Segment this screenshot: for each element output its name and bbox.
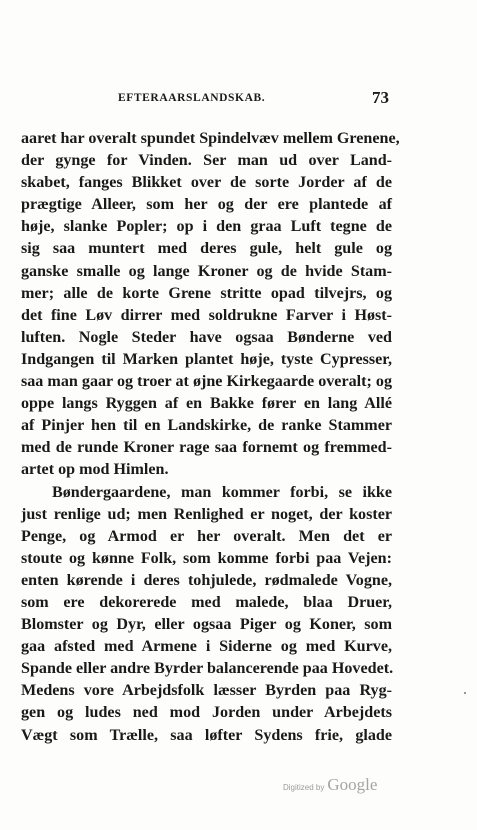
running-title: EFTERAARSLANDSKAB. [118, 92, 266, 104]
text-line: Blomster og Dyr, eller ogsaa Piger og Koner, som [21, 616, 392, 634]
text-line: af Pinjer hen til en Landskirke, de ranke Stammer [21, 417, 392, 435]
text-line: artet op mod Himlen. [21, 461, 169, 479]
text-line: Vægt som Trælle, saa løfter Sydens frie, glade [21, 726, 392, 744]
watermark-prefix: Digitized by [283, 783, 325, 792]
text-line: Medens vore Arbejdsfolk læsser Byrden paa Ryg- [21, 682, 392, 700]
text-line: Spande eller andre Byrder balancerende paa Hovedet. [21, 660, 394, 678]
text-line: enten kørende i deres tohjulede, rødmalede Vogne, [21, 571, 392, 589]
text-line: Indgangen til Marken plantet høje, tyste Cypresser, [21, 350, 392, 368]
page-number: 73 [372, 88, 389, 107]
text-line: der gynge for Vinden. Ser man ud over Land- [21, 152, 392, 170]
text-line: just renlige ud; men Renlighed er noget, der koster [21, 505, 392, 523]
text-line: med de runde Kroner rage saa fornemt og fremmed- [21, 439, 392, 457]
digitized-watermark [283, 775, 377, 795]
text-line: gen og ludes ned mod Jorden under Arbejdets [21, 704, 392, 722]
text-line: som ere dekorerede med malede, blaa Druer, [21, 593, 392, 611]
text-line: skabet, fanges Blikket over de sorte Jorder af de [21, 174, 392, 192]
text-line: luften. Nogle Steder have ogsaa Bønderne ved [21, 328, 392, 346]
body-text [21, 128, 400, 747]
text-line: stoute og kønne Folk, som komme forbi paa Vejen: [21, 549, 392, 567]
text-line: høje, slanke Popler; op i den graa Luft tegne de [21, 218, 392, 236]
text-line: saa man gaar og troer at øjne Kirkegaarde overalt; og [21, 373, 392, 391]
text-line: Penge, og Armod er her overalt. Men det er [21, 527, 392, 545]
text-line: ganske smalle og lange Kroner og de hvide Stam- [21, 262, 392, 280]
text-line: oppe langs Ryggen af en Bakke fører en lang Allé [21, 395, 392, 413]
text-line: prægtige Alleer, som her og der ere plantede af [21, 196, 392, 214]
text-line: det fine Løv dirrer med soldrukne Farver i Høst- [21, 306, 392, 324]
text-line: gaa afsted med Armene i Siderne og med Kurve, [21, 638, 392, 656]
text-line: mer; alle de korte Grene stritte opad tilvejrs, og [21, 284, 392, 302]
paper-speck [464, 692, 466, 694]
text-line: Bøndergaardene, man kommer forbi, se ikke [52, 483, 392, 501]
google-logo: Google [327, 775, 378, 794]
text-line: sig saa muntert med deres gule, helt gule og [21, 240, 392, 258]
text-line: aaret har overalt spundet Spindelvæv mellem Grenene, [21, 130, 400, 147]
